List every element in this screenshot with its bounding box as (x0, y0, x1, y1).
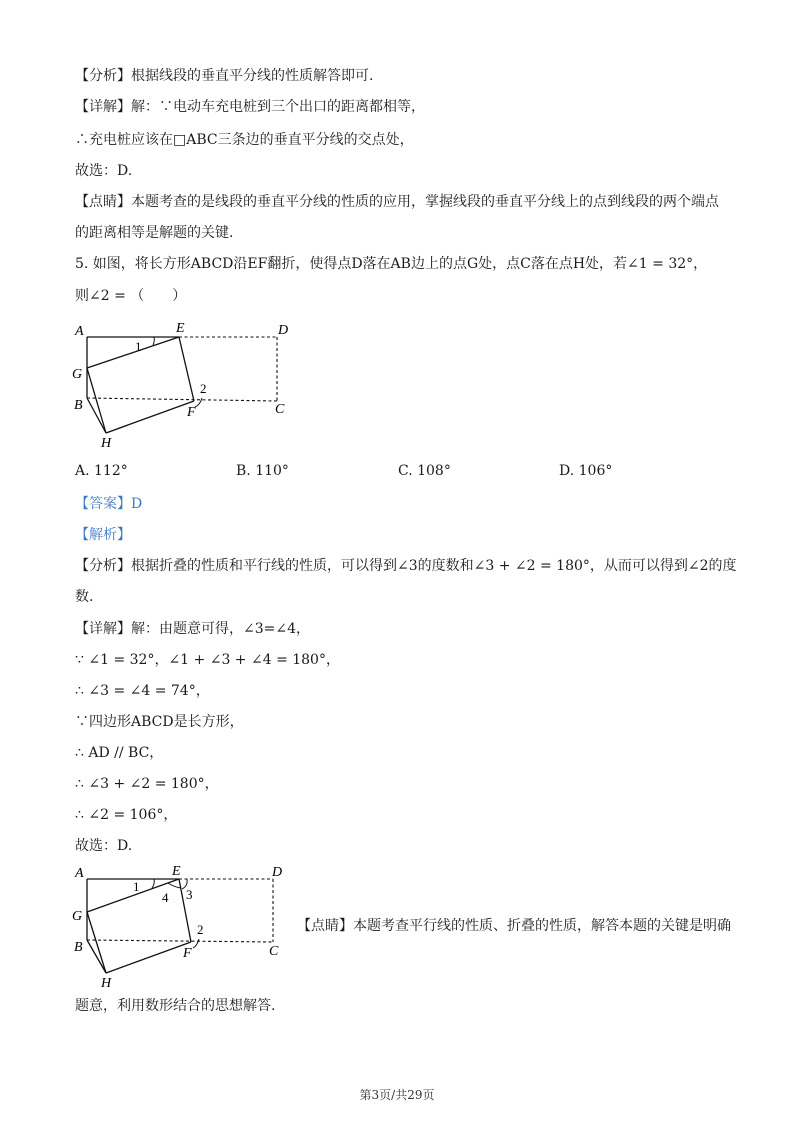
fig2-label-H: H (101, 976, 112, 991)
q5-comment-line1: 【点睛】本题考查平行线的性质、折叠的性质，解答本题的关键是明确 (297, 918, 731, 934)
q5-step-6: ∴ ∠3 + ∠2 = 180°， (75, 776, 219, 792)
q5-figure (66, 316, 306, 456)
fig1-label-H: H (101, 436, 112, 451)
fig1-label-C: C (275, 402, 285, 417)
fig1-label-E: E (176, 321, 185, 336)
q5-step-4: ∵四边形ABCD是长方形， (75, 714, 244, 730)
q5-comment-line2: 题意，利用数形结合的思想解答. (75, 998, 276, 1014)
q5-analysis-line1: 【分析】根据折叠的性质和平行线的性质，可以得到∠3的度数和∠3 + ∠2 = 180°，从而可以得到∠2的度 (75, 558, 737, 574)
option-d: D. 106° (559, 463, 613, 479)
q4-analysis: 【分析】根据线段的垂直平分线的性质解答即可. (75, 68, 374, 84)
fig1-angle-2: 2 (200, 381, 207, 396)
q4-comment-line1: 【点睛】本题考查的是线段的垂直平分线的性质的应用，掌握线段的垂直平分线上的点到线段的两个端点 (75, 194, 719, 210)
q5-step-7: ∴ ∠2 = 106°， (75, 807, 178, 823)
fig2-label-G: G (72, 909, 83, 924)
answer-label: 【答案】D (75, 496, 143, 512)
fig2-label-E: E (172, 864, 181, 879)
q4-choose: 故选：D. (75, 163, 133, 179)
q5-step-2: ∵ ∠1 = 32°，∠1 + ∠3 + ∠4 = 180°， (75, 652, 340, 668)
fig2-label-C: C (269, 944, 279, 959)
fig2-label-D: D (272, 865, 283, 880)
q5-step-3: ∴ ∠3 = ∠4 = 74°， (75, 683, 210, 699)
option-c: C. 108° (398, 463, 451, 479)
page-footer: 第3页/共29页 (359, 1088, 435, 1102)
fig2-angle-3: 3 (186, 887, 193, 902)
q5-stem-line1: 5. 如图，将长方形ABCD沿EF翻折，使得点D落在AB边上的点G处，点C落在点H处，若∠1 = 32°， (75, 256, 708, 272)
fig2-angle-2: 2 (197, 922, 204, 937)
q5-solution-figure (66, 858, 306, 994)
fig2-label-A: A (75, 866, 84, 881)
q4-conclusion: ∴充电桩应该在□ABC三条边的垂直平分线的交点处， (75, 132, 414, 148)
fig1-label-D: D (278, 323, 289, 338)
q5-analysis-line2: 数. (75, 589, 94, 605)
option-b: B. 110° (236, 463, 289, 479)
fig1-label-G: G (72, 367, 83, 382)
fig1-label-F: F (187, 405, 196, 420)
fig1-label-B: B (74, 398, 83, 413)
q5-step-8: 故选：D. (75, 838, 133, 854)
fig2-angle-4: 4 (162, 890, 169, 905)
jiexi-label: 【解析】 (75, 527, 131, 543)
q4-comment-line2: 的距离相等是解题的关键. (75, 225, 234, 241)
fig2-angle-1: 1 (133, 879, 140, 894)
option-a: A. 112° (75, 463, 128, 479)
fig2-label-B: B (74, 940, 83, 955)
fig1-angle-1: 1 (135, 339, 142, 354)
q5-step-5: ∴ AD // BC， (75, 745, 164, 761)
q5-step-1: 【详解】解：由题意可得，∠3=∠4， (75, 621, 311, 637)
q5-stem-line2: 则∠2 = （ ） (75, 288, 187, 304)
fig1-label-A: A (75, 324, 84, 339)
q4-detail: 【详解】解：∵电动车充电桩到三个出口的距离都相等， (75, 99, 425, 115)
fig2-label-F: F (183, 946, 192, 961)
